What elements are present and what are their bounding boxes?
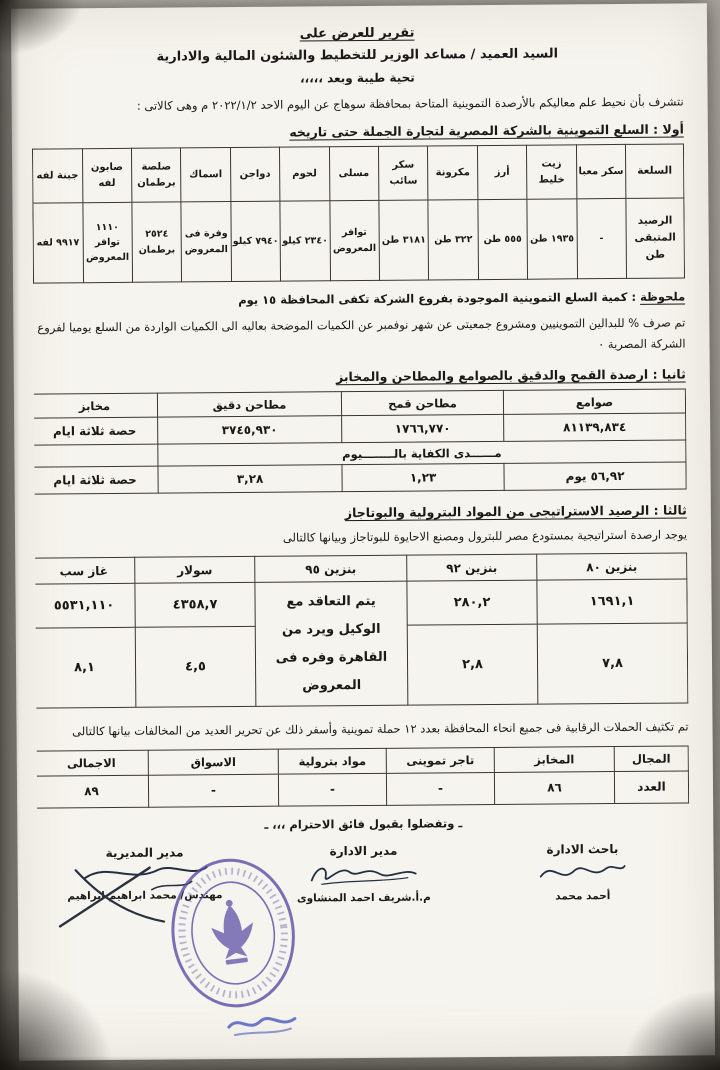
- signature-title: باحث الادارة: [546, 841, 619, 857]
- value-cell: ٤٣٥٨,٧: [135, 582, 255, 627]
- signature-name: مهندس/ محمد ابراهيم ابراهيم: [67, 888, 223, 903]
- salutation-line: تحية طيبة وبعد ،،،،،: [300, 70, 415, 86]
- value-cell: ٧٩٤٠ كيلو: [231, 201, 281, 281]
- violations-table: [34, 745, 689, 808]
- violations-count-row: [34, 771, 688, 808]
- value-cell: ٨١١٣٩,٨٣٤: [504, 413, 686, 441]
- value-cell: ٥٦,٩٢ يوم: [504, 462, 686, 490]
- row-label-cell: العدد: [614, 771, 688, 804]
- note-label: ملحوظة: [639, 289, 686, 304]
- value-cell: -: [386, 772, 494, 805]
- header-cell: أرز: [477, 145, 527, 199]
- value-cell: ٢,٨: [407, 624, 538, 705]
- header-cell: مكرونة: [428, 146, 478, 200]
- intro-paragraph: نتشرف بأن نحيط علم معاليكم بالأرصدة التموينية المتاحة بمحافظة سوهاج عن اليوم الاحد ٢٠٢٢/١/٢ م وهى كالاتى :: [136, 94, 684, 113]
- header-cell: سولار: [135, 556, 255, 583]
- official-stamp-icon: [156, 845, 310, 1021]
- ink-mark-icon: [223, 1007, 301, 1042]
- row-label-unit: طن: [645, 248, 666, 261]
- header-cell: جبنة لفه: [32, 149, 82, 203]
- signature-title: مدير المديرية: [105, 845, 184, 860]
- petroleum-balance-row: [33, 579, 687, 628]
- header-cell: بنزين ٨٠: [537, 553, 687, 580]
- header-cell: الاجمالى: [34, 750, 148, 776]
- header-cell: اسماك: [181, 148, 231, 202]
- value-cell: ١١١٠ توافر المعروض: [82, 202, 132, 282]
- header-cell: مطاحن قمح: [341, 391, 503, 416]
- section1-heading: أولا : السلع التموينية بالشركة المصرية لتجارة الجملة حتى تاريخه: [289, 121, 684, 140]
- petroleum-table: [32, 553, 688, 709]
- signature-researcher: [479, 841, 686, 903]
- value-cell: حصة ثلاثة ايام: [32, 417, 158, 445]
- sufficiency-label-cell: مــــــدى الكفاية بالــــــــيوم: [158, 440, 686, 466]
- value-cell: ٤,٥: [135, 626, 256, 707]
- signature-name: أحمد محمد: [555, 889, 611, 903]
- header-cell: تاجر تموينى: [386, 747, 494, 773]
- commodities-value-row: [33, 198, 685, 283]
- value-cell: -: [278, 773, 386, 806]
- value-cell: ٧,٨: [537, 623, 688, 704]
- value-cell: ٨٦: [494, 771, 614, 804]
- value-cell: ١٩٣٥ طن: [527, 199, 577, 279]
- commodities-header-row: [32, 144, 683, 203]
- value-cell: ٢٨٠,٢: [407, 580, 537, 625]
- document-page: [11, 3, 715, 1060]
- signatures-block: [37, 841, 690, 968]
- wheat-flour-table: [31, 389, 687, 495]
- value-cell: ١٦٩١,١: [537, 579, 687, 624]
- value-cell: ٢٣٤٠ كيلو: [280, 201, 330, 281]
- value-cell: حصة ثلاثة ايام: [32, 466, 158, 494]
- wheat-days-row: [32, 462, 686, 494]
- benzene95-note-cell: يتم التعاقد مع الوكيل ويرد من القاهرة وفره فى المعروض: [255, 581, 408, 706]
- value-cell: ٣٢٢ طن: [428, 200, 478, 280]
- signature-name: م.أ.شريف احمد المنشاوى: [296, 891, 431, 905]
- header-cell: مواد بترولية: [278, 748, 386, 774]
- header-cell: المخابز: [494, 746, 614, 772]
- header-cell: بنزين ٩٢: [407, 554, 537, 581]
- header-cell: مطاحن دقيق: [157, 392, 341, 417]
- section2-heading: ثانيا : ارصدة القمح والدقيق بالصوامع والمطاحن والمخابز: [335, 366, 686, 385]
- value-cell: ٣,٢٨: [158, 465, 342, 493]
- header-cell: غاز سب: [33, 557, 135, 584]
- header-cell: مسلى: [329, 146, 379, 200]
- commodities-table: [32, 143, 685, 283]
- header-cell: زيت خليط: [527, 145, 577, 199]
- report-title: تقرير للعرض على: [299, 25, 415, 42]
- addressee-line: السيد العميد / مساعد الوزير للتخطيط والشئون المالية والادارية: [156, 46, 559, 65]
- value-cell: ٨٩: [34, 775, 148, 808]
- header-cell: سكر سائب: [378, 146, 428, 200]
- header-cell: صلصة برطمان: [131, 148, 181, 202]
- header-cell: صابون لفه: [82, 148, 132, 202]
- value-cell: ٨,١: [33, 627, 136, 708]
- row-label-cell: [626, 198, 685, 278]
- header-cell: الاسواق: [148, 749, 278, 775]
- value-cell: ٣٧٤٥,٩٣٠: [158, 416, 342, 444]
- note-line: [33, 289, 685, 308]
- campaigns-paragraph: تم تكثيف الحملات الرقابية فى جميع انحاء المحافظة بعدد ١٢ حملة تموينية وأسفر ذلك عن تحرير العديد من المخالفات بيانها كالتالى: [72, 719, 689, 739]
- header-cell: سكر معبا: [576, 144, 626, 198]
- distribution-paragraph: تم صرف % للبدالين التموينيين ومشروع جمعيتى عن شهر نوفمبر عن الكميات الموضحة بعاليه الى الكميات الواردة من السلع يوميا لفروع الشركة المصرية ٠: [37, 315, 686, 351]
- header-cell: لحوم: [280, 147, 330, 201]
- header-cell: بنزين ٩٥: [255, 555, 407, 582]
- header-cell-commodity: السلعة: [625, 144, 683, 198]
- value-cell: ١٧٦٦,٧٧٠: [342, 415, 504, 443]
- value-cell: ٢٥٢٤ برطمان: [132, 202, 182, 282]
- value-cell: وفرة فى المعروض: [181, 202, 231, 282]
- header-cell: صوامع: [503, 389, 685, 414]
- row-label: الرصيد المتبقى: [634, 214, 676, 244]
- signature-scribble-icon: [304, 857, 424, 888]
- header-cell: المجال: [614, 746, 688, 772]
- value-cell: ٥٥٥ طن: [478, 199, 528, 279]
- petroleum-paragraph: يوجد ارصدة استراتيجية بمستودع مصر للبترول ومصنع الاحايوة للبوتاجاز وبيانها كالتالى: [282, 527, 688, 546]
- note-text: : كمية السلع التموينية الموجودة بفروع الشركة تكفى المحافظة ١٥ يوم: [238, 289, 641, 307]
- signature-title: مدير الادارة: [329, 843, 398, 859]
- value-cell: ٣١٨١ طن: [379, 200, 429, 280]
- header-cell: مخابز: [31, 393, 157, 418]
- value-cell: -: [148, 774, 278, 807]
- compliment-line: ـ وتفضلوا بقبول فائق الاحترام ،،، ـ: [264, 815, 463, 832]
- section3-heading: ثالثا : الرصيد الاستراتيجى من المواد البترولية والبوتاجاز: [344, 502, 687, 521]
- empty-cell: [32, 444, 158, 467]
- header-cell: دواجن: [230, 147, 280, 201]
- document-content: [31, 15, 691, 1054]
- value-cell: توافر المعروض: [329, 200, 379, 280]
- signature-scribble-icon: [535, 856, 631, 887]
- value-cell: ٩٩١٧ لفه: [33, 203, 83, 283]
- value-cell: -: [576, 198, 626, 278]
- value-cell: ١,٢٣: [342, 464, 504, 492]
- value-cell: ٥٥٣١,١١٠: [33, 583, 135, 628]
